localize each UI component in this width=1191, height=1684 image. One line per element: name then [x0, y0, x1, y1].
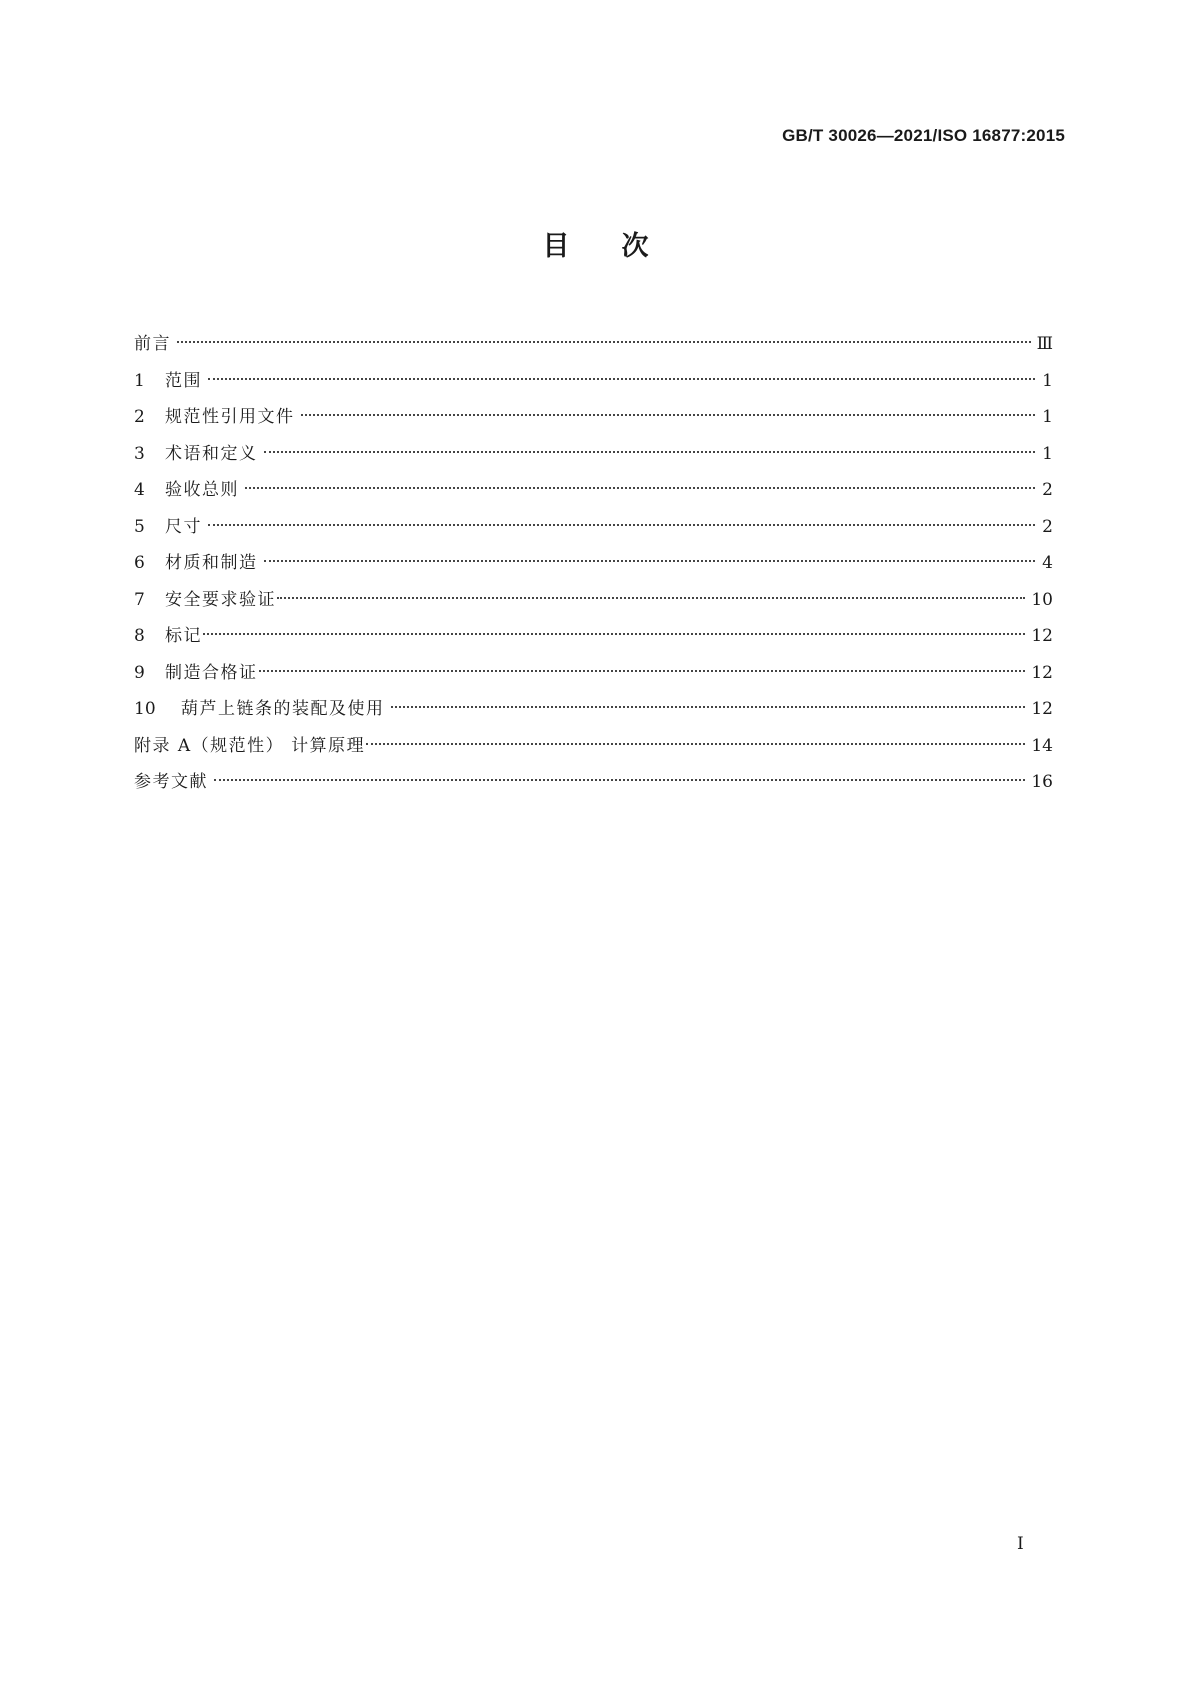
toc-entry-acceptance-principles[interactable] [134, 472, 1053, 509]
dot-leader [208, 524, 1035, 526]
toc-entry-page: 10 [1031, 589, 1053, 610]
toc-entry-text: 范围 [165, 370, 202, 391]
dot-leader [366, 743, 1025, 745]
toc-title: 目次 [542, 231, 701, 262]
toc-entry-page: 1 [1042, 443, 1053, 464]
toc-entry-safety-verification[interactable] [134, 582, 1053, 619]
toc-entry-label [134, 399, 295, 436]
dot-leader [245, 487, 1035, 489]
toc-entry-label [134, 509, 202, 546]
toc-entry-number: 9 [134, 662, 145, 683]
toc-entry-label [134, 363, 202, 400]
standard-code-header: GB/T 30026—2021/ISO 16877:2015 [782, 126, 1065, 145]
toc-entry-page: 12 [1031, 626, 1053, 646]
toc-entry-dimensions[interactable] [134, 509, 1053, 546]
toc-entry-page: 2 [1042, 480, 1053, 500]
page-number: I [1017, 1534, 1024, 1554]
toc-entry-text: 规范性引用文件 [165, 407, 295, 427]
toc-entry-number: 5 [134, 516, 145, 537]
toc-entry-page: 14 [1031, 735, 1053, 756]
toc-entry-text: 安全要求验证 [165, 589, 276, 610]
dot-leader [259, 670, 1026, 672]
toc-entry-label [134, 618, 202, 655]
toc-entry-page: 4 [1042, 553, 1053, 573]
toc-entry-label: 前言 [134, 334, 171, 354]
dot-leader [203, 633, 1025, 635]
toc-entry-number: 10 [134, 699, 156, 719]
toc-entry-text: 标记 [165, 626, 202, 646]
toc-entry-foreword[interactable] [134, 326, 1053, 363]
toc-entry-material-manufacture[interactable] [134, 545, 1053, 582]
toc-entry-bibliography[interactable] [134, 764, 1053, 801]
dot-leader [177, 341, 1031, 343]
toc-entry-text: 尺寸 [165, 516, 202, 537]
toc-entry-scope[interactable] [134, 363, 1053, 400]
toc-entry-text: 制造合格证 [165, 662, 258, 683]
toc-entry-number: 3 [134, 443, 145, 464]
toc-entry-text: 材质和制造 [165, 553, 258, 573]
toc-entry-label [134, 436, 258, 473]
toc-entry-label [134, 472, 239, 509]
toc-entry-number: 8 [134, 626, 145, 646]
dot-leader [277, 597, 1025, 599]
toc-entry-manufacturer-certificate[interactable] [134, 655, 1053, 692]
dot-leader [208, 378, 1035, 380]
toc-entry-label: 附录 A（规范性） 计算原理 [134, 735, 366, 756]
toc-entry-normative-references[interactable] [134, 399, 1053, 436]
toc-entry-label [134, 691, 385, 728]
toc-entry-label [134, 655, 258, 692]
toc-entry-number: 2 [134, 407, 145, 427]
toc-entry-label: 参考文献 [134, 772, 208, 792]
toc-entry-page: 1 [1042, 407, 1053, 427]
toc-entry-page: 1 [1042, 370, 1053, 391]
toc-entry-page: 12 [1031, 662, 1053, 683]
toc-entry-label [134, 545, 258, 582]
toc-entry-marking[interactable] [134, 618, 1053, 655]
toc-entry-page: Ⅲ [1036, 334, 1053, 354]
dot-leader [301, 414, 1036, 416]
dot-leader [214, 779, 1025, 781]
table-of-contents [134, 326, 1053, 801]
toc-entry-number: 4 [134, 480, 145, 500]
toc-entry-text: 验收总则 [165, 480, 239, 500]
toc-entry-chain-fitting-use[interactable] [134, 691, 1053, 728]
toc-entry-label [134, 582, 276, 619]
toc-entry-page: 12 [1031, 699, 1053, 719]
toc-entry-page: 16 [1031, 772, 1053, 792]
toc-entry-annex-a[interactable] [134, 728, 1053, 765]
toc-entry-number: 6 [134, 553, 145, 573]
dot-leader [391, 706, 1026, 708]
toc-entry-text: 术语和定义 [165, 443, 258, 464]
toc-entry-terms-definitions[interactable] [134, 436, 1053, 473]
toc-entry-page: 2 [1042, 516, 1053, 537]
toc-entry-number: 7 [134, 589, 145, 610]
dot-leader [264, 451, 1036, 453]
toc-entry-text: 葫芦上链条的装配及使用 [181, 699, 385, 719]
dot-leader [264, 560, 1036, 562]
toc-entry-number: 1 [134, 370, 145, 391]
